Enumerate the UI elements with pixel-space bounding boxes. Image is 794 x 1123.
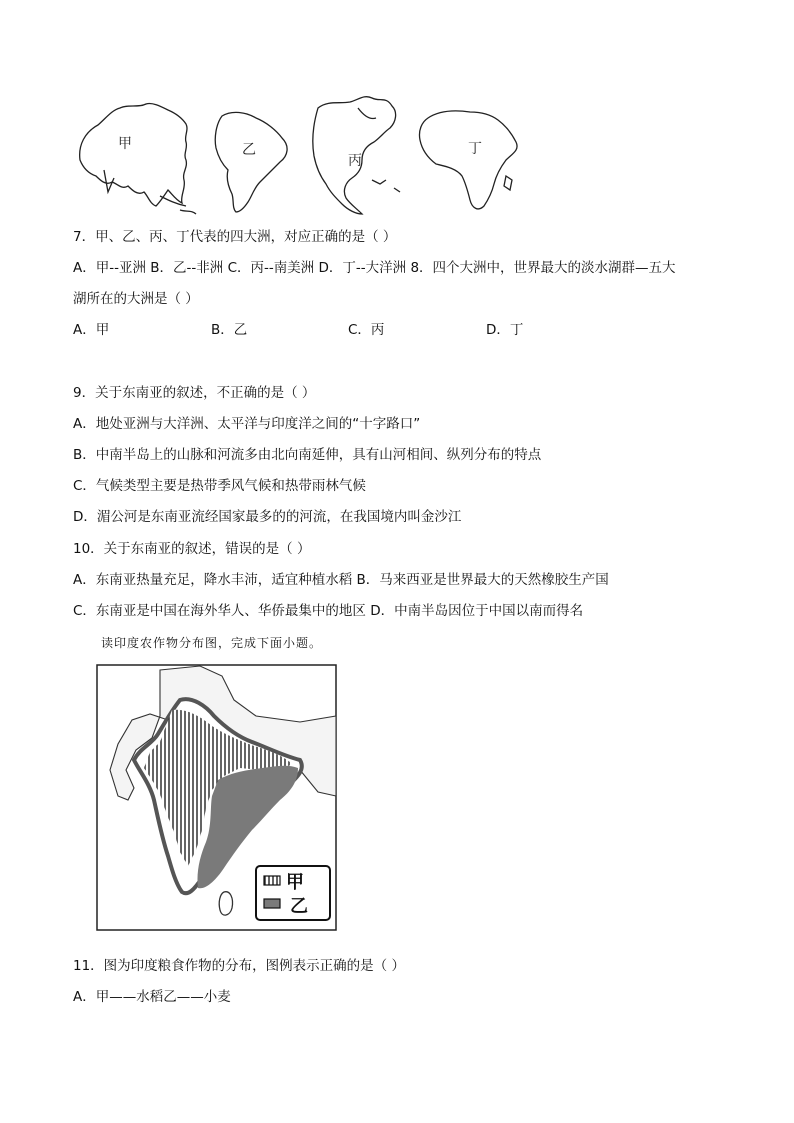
q7-stem: 7．甲、乙、丙、丁代表的四大洲，对应正确的是（ ） xyxy=(73,229,397,245)
continent-label-yi: 乙 xyxy=(242,142,256,158)
q9-option-b: B．中南半岛上的山脉和河流多由北向南延伸，具有山河相间、纵列分布的特点 xyxy=(73,447,542,463)
q8-option-a: A．甲 xyxy=(73,322,110,338)
sri-lanka xyxy=(219,892,232,915)
continent-label-jia: 甲 xyxy=(118,136,132,152)
q11-option-a: A．甲——水稻乙——小麦 xyxy=(73,989,231,1005)
continent-label-ding: 丁 xyxy=(468,141,482,157)
q8-option-c: C．丙 xyxy=(348,322,385,338)
legend-label-yi: 乙 xyxy=(290,896,308,917)
q8-stem-continuation: 湖所在的大洲是（ ） xyxy=(73,291,199,307)
q9-option-c: C．气候类型主要是热带季风气候和热带雨林气候 xyxy=(73,478,366,494)
q10-stem: 10．关于东南亚的叙述，错误的是（ ） xyxy=(73,541,311,557)
legend-swatch-yi xyxy=(264,899,280,908)
india-map-caption: 读印度农作物分布图，完成下面小题。 xyxy=(101,636,323,650)
q10-options-cd: C．东南亚是中国在海外华人、华侨最集中的地区 D．中南半岛因位于中国以南而得名 xyxy=(73,603,584,619)
q8-option-d: D．丁 xyxy=(486,322,524,338)
legend-swatch-jia xyxy=(264,876,280,885)
q11-stem: 11．图为印度粮食作物的分布，图例表示正确的是（ ） xyxy=(73,958,405,974)
q9-option-d: D．湄公河是东南亚流经国家最多的的河流，在我国境内叫金沙江 xyxy=(73,509,462,525)
continent-label-bing: 丙 xyxy=(348,153,362,169)
legend-label-jia: 甲 xyxy=(286,872,304,893)
q7-options: A．甲--亚洲 B．乙--非洲 C．丙--南美洲 D．丁--大洋洲 8．四个大洲中，世界最大的淡水湖群—五大 xyxy=(73,260,676,276)
q9-option-a: A．地处亚洲与大洋洲、太平洋与印度洋之间的“十字路口” xyxy=(73,416,421,432)
q10-options-ab: A．东南亚热量充足，降水丰沛，适宜种植水稻 B．马来西亚是世界最大的天然橡胶生产国 xyxy=(73,572,609,588)
q8-option-b: B．乙 xyxy=(211,322,248,338)
q9-stem: 9．关于东南亚的叙述，不正确的是（ ） xyxy=(73,385,316,401)
